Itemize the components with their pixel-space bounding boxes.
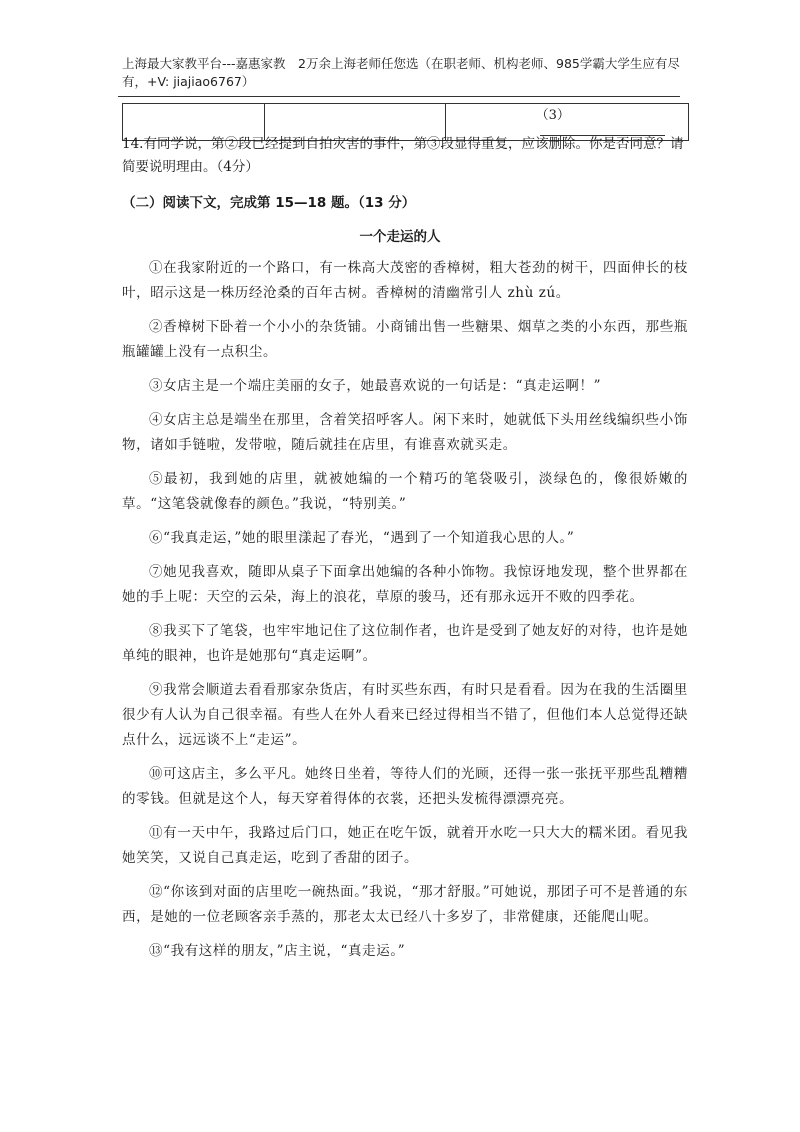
section-title: （二）阅读下文，完成第 15—18 题。（13 分） bbox=[122, 195, 416, 211]
article-body bbox=[122, 256, 688, 973]
paragraph-13: ⑬“我有这样的朋友，”店主说，“真走运。” bbox=[149, 943, 406, 959]
paragraph-6: ⑥“我真走运，”她的眼里漾起了春光，“遇到了一个知道我心思的人。” bbox=[149, 530, 575, 546]
paragraph-7: ⑦她见我喜欢，随即从桌子下面拿出她编的各种小饰物。我惊讶地发现，整个世界都在她的手上呢：天空的云朵，海上的浪花，草原的骏马，还有那永远开不败的四季花。 bbox=[122, 564, 688, 605]
paragraph-2: ②香樟树下卧着一个小小的杂货铺。小商铺出售一些糖果、烟草之类的小东西，那些瓶瓶罐罐上没有一点积尘。 bbox=[122, 319, 688, 360]
paragraph-9: ⑨我常会顺道去看看那家杂货店，有时买些东西，有时只是看看。因为在我的生活圈里很少有人认为自己很幸福。有些人在外人看来已经过得相当不错了，但他们本人总觉得还缺点什么，远远谈不上“走运”。 bbox=[122, 682, 688, 748]
header-divider bbox=[118, 96, 680, 97]
question-14-text: 14.有同学说，第②段已经提到自拍灾害的事件，第③段显得重复，应该删除。你是否同意？请简要说明理由。（4分） bbox=[122, 136, 684, 175]
header-text: 上海最大家教平台---嘉惠家教 2万余上海老师任您选（在职老师、机构老师、985学霸大学生应有尽有，+V: jiajiao6767） bbox=[122, 56, 680, 89]
paragraph-3: ③女店主是一个端庄美丽的女子，她最喜欢说的一句话是：“真走运啊！” bbox=[149, 378, 602, 394]
paragraph-12: ⑫“你该到对面的店里吃一碗热面。”我说，“那才舒服。”可她说，那团子可不是普通的东西，是她的一位老顾客亲手蒸的，那老太太已经八十多岁了，非常健康，还能爬山呢。 bbox=[122, 884, 688, 925]
paragraph-5: ⑤最初，我到她的店里，就被她编的一个精巧的笔袋吸引，淡绿色的，像很娇嫩的草。“这笔袋就像春的颜色。”我说，“特别美。” bbox=[122, 471, 688, 512]
paragraph-11: ⑪有一天中午，我路过后门口，她正在吃午饭，就着开水吃一只大大的糯米团。看见我她笑笑，又说自己真走运，吃到了香甜的团子。 bbox=[122, 825, 688, 866]
paragraph-4: ④女店主总是端坐在那里，含着笑招呼客人。闲下来时，她就低下头用丝线编织些小饰物，诸如手链啦，发带啦，随后就挂在店里，有谁喜欢就买走。 bbox=[122, 412, 688, 453]
question-14 bbox=[122, 133, 688, 179]
article-title: 一个走运的人 bbox=[359, 229, 441, 245]
paragraph-8: ⑧我买下了笔袋，也牢牢地记住了这位制作者，也许是受到了她友好的对待，也许是她单纯的眼神，也许是她那句“真走运啊”。 bbox=[122, 623, 688, 664]
page-header bbox=[122, 55, 688, 91]
paragraph-10: ⑩可这店主，多么平凡。她终日坐着，等待人们的光顾，还得一张一张抚平那些乱糟糟的零钱。但就是这个人，每天穿着得体的衣裳，还把头发梳得漂漂亮亮。 bbox=[122, 766, 688, 807]
answer-label: （3） bbox=[535, 108, 570, 123]
paragraph-1: ①在我家附近的一个路口，有一株高大茂密的香樟树，粗大苍劲的树干，四面伸长的枝叶，昭示这是一株历经沧桑的百年古树。香樟树的清幽常引人 zhù zú。 bbox=[122, 260, 688, 301]
